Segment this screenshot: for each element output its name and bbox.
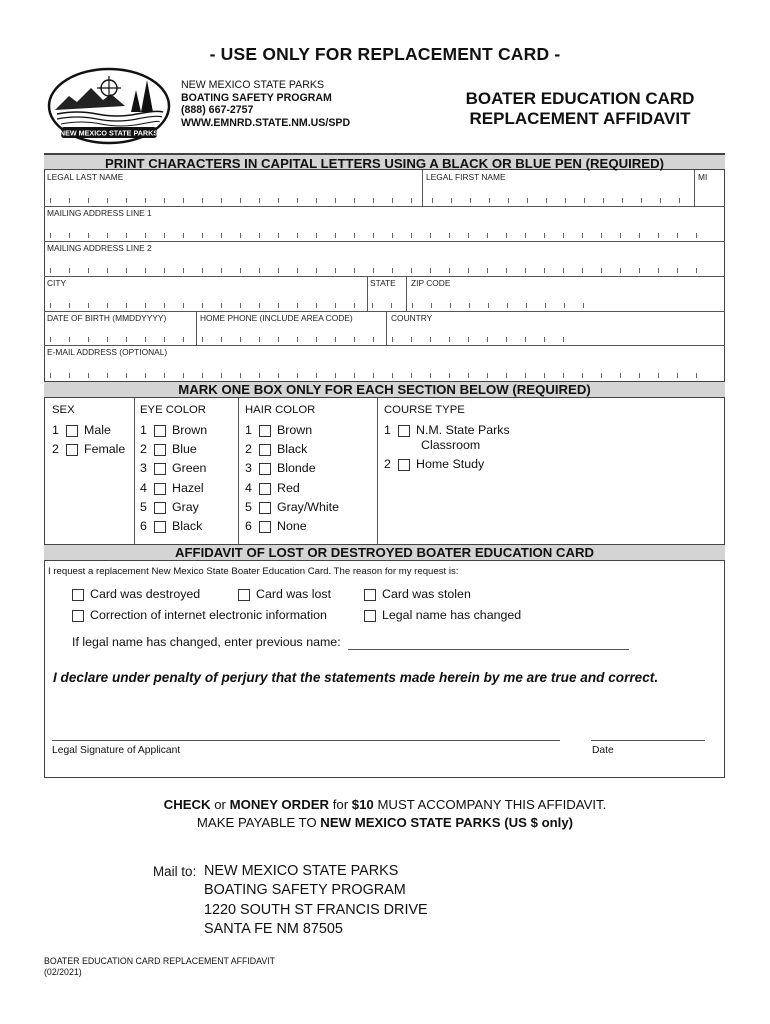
state-label: STATE <box>370 278 396 288</box>
hair-option[interactable]: 4 Red <box>245 481 300 495</box>
checkbox[interactable] <box>72 610 84 622</box>
course-option-classroom[interactable]: 1 N.M. State Parks <box>384 423 510 437</box>
divider <box>134 398 135 544</box>
form-title <box>440 89 720 129</box>
checkbox[interactable] <box>364 610 376 622</box>
email-label: E-MAIL ADDRESS (OPTIONAL) <box>47 347 168 357</box>
reason-stolen[interactable]: Card was stolen <box>364 587 471 601</box>
agency-phone: (888) 667-2757 <box>181 104 254 117</box>
divider <box>386 311 387 345</box>
address2-field[interactable] <box>50 268 715 273</box>
hair-color-label: HAIR COLOR <box>245 404 316 416</box>
mail-line: BOATING SAFETY PROGRAM <box>204 882 406 899</box>
row-divider <box>44 206 725 207</box>
row-divider <box>44 311 725 312</box>
previous-name-field[interactable] <box>348 649 629 650</box>
checkbox[interactable] <box>66 444 78 456</box>
address1-label: MAILING ADDRESS LINE 1 <box>47 208 152 218</box>
eye-option[interactable]: 6 Black <box>140 519 203 533</box>
mi-label: MI <box>698 172 708 182</box>
eye-option[interactable]: 3 Green <box>140 461 207 475</box>
course-type-label: COURSE TYPE <box>384 404 465 416</box>
sex-label: SEX <box>52 404 75 416</box>
section-affidavit-heading: AFFIDAVIT OF LOST OR DESTROYED BOATER EDUCATION CARD <box>44 544 725 561</box>
section-attributes-heading: MARK ONE BOX ONLY FOR EACH SECTION BELOW (REQUIRED) <box>44 381 725 398</box>
affidavit-intro: I request a replacement New Mexico State Boater Education Card. The reason for my request is: <box>48 566 459 577</box>
checkbox[interactable] <box>72 589 84 601</box>
checkbox[interactable] <box>66 425 78 437</box>
checkbox[interactable] <box>259 425 271 437</box>
reason-lost[interactable]: Card was lost <box>238 587 331 601</box>
agency-program: BOATING SAFETY PROGRAM <box>181 91 332 104</box>
divider <box>422 170 423 206</box>
hair-option[interactable]: 6 None <box>245 519 307 533</box>
phone-field[interactable] <box>202 337 384 342</box>
row-divider <box>44 345 725 346</box>
eye-color-label: EYE COLOR <box>140 404 206 416</box>
agency-info <box>181 79 350 129</box>
divider <box>238 398 239 544</box>
divider <box>377 398 378 544</box>
city-label: CITY <box>47 278 67 288</box>
divider <box>367 276 368 311</box>
checkbox[interactable] <box>238 589 250 601</box>
reason-correction[interactable]: Correction of internet electronic information <box>72 608 327 622</box>
hair-option[interactable]: 3 Blonde <box>245 461 316 475</box>
zip-field[interactable] <box>412 303 592 308</box>
address2-label: MAILING ADDRESS LINE 2 <box>47 243 152 253</box>
divider <box>196 311 197 345</box>
course-option-classroom-line2: Classroom <box>421 438 481 452</box>
sex-option-female[interactable]: 2 Female <box>52 442 126 456</box>
reason-destroyed[interactable]: Card was destroyed <box>72 587 200 601</box>
eye-option[interactable]: 5 Gray <box>140 500 199 514</box>
eye-option[interactable]: 4 Hazel <box>140 481 204 495</box>
previous-name-label: If legal name has changed, enter previous name: <box>72 635 341 649</box>
eye-option[interactable]: 1 Brown <box>140 423 208 437</box>
last-name-field[interactable] <box>50 198 420 203</box>
country-label: COUNTRY <box>391 313 433 323</box>
state-field[interactable] <box>372 303 404 308</box>
footer-form-name: BOATER EDUCATION CARD REPLACEMENT AFFIDAVIT <box>44 956 276 966</box>
mail-line: NEW MEXICO STATE PARKS <box>204 863 399 879</box>
address1-field[interactable] <box>50 233 715 238</box>
email-field[interactable] <box>50 373 715 378</box>
section-personal-heading: PRINT CHARACTERS IN CAPITAL LETTERS USING A BLACK OR BLUE PEN (REQUIRED) <box>44 153 725 170</box>
dob-label: DATE OF BIRTH (MMDDYYYY) <box>47 313 167 323</box>
divider <box>694 170 695 206</box>
hair-option[interactable]: 2 Black <box>245 442 308 456</box>
checkbox[interactable] <box>259 483 271 495</box>
signature-field[interactable] <box>52 740 560 741</box>
checkbox[interactable] <box>154 521 166 533</box>
logo-text: NEW MEXICO STATE PARKS <box>59 128 159 138</box>
declaration: I declare under penalty of perjury that the statements made herein by me are true and correct. <box>53 670 659 685</box>
form-title-line1: BOATER EDUCATION CARD <box>465 89 695 108</box>
date-field[interactable] <box>591 740 705 741</box>
zip-label: ZIP CODE <box>411 278 451 288</box>
divider <box>406 276 407 311</box>
agency-name: NEW MEXICO STATE PARKS <box>181 79 325 91</box>
checkbox[interactable] <box>154 444 166 456</box>
hair-option[interactable]: 5 Gray/White <box>245 500 339 514</box>
signature-label: Legal Signature of Applicant <box>52 745 181 756</box>
agency-url: WWW.EMNRD.STATE.NM.US/SPD <box>181 116 351 129</box>
mail-line: SANTA FE NM 87505 <box>204 921 343 938</box>
payable-to: MAKE PAYABLE TO NEW MEXICO STATE PARKS (US $ only) <box>196 815 574 830</box>
footer-revision: (02/2021) <box>44 967 82 977</box>
top-title: - USE ONLY FOR REPLACEMENT CARD - <box>209 44 561 64</box>
city-field[interactable] <box>50 303 365 308</box>
checkbox[interactable] <box>364 589 376 601</box>
checkbox[interactable] <box>259 521 271 533</box>
first-name-label: LEGAL FIRST NAME <box>426 172 506 182</box>
course-option-home-study[interactable]: 2 Home Study <box>384 457 485 471</box>
reason-name-change[interactable]: Legal name has changed <box>364 608 521 622</box>
row-divider <box>44 241 725 242</box>
checkbox[interactable] <box>154 483 166 495</box>
checkbox[interactable] <box>398 425 410 437</box>
eye-option[interactable]: 2 Blue <box>140 442 197 456</box>
checkbox[interactable] <box>259 463 271 475</box>
sex-option-male[interactable]: 1 Male <box>52 423 111 437</box>
first-name-field[interactable] <box>432 198 692 203</box>
checkbox[interactable] <box>154 425 166 437</box>
nm-state-parks-logo <box>47 66 171 146</box>
form-title-line2: REPLACEMENT AFFIDAVIT <box>469 109 691 128</box>
payment-instructions: CHECK or MONEY ORDER for $10 MUST ACCOMPANY THIS AFFIDAVIT. <box>163 797 607 812</box>
checkbox[interactable] <box>259 502 271 514</box>
checkbox[interactable] <box>259 444 271 456</box>
country-field[interactable] <box>392 337 577 342</box>
phone-label: HOME PHONE (INCLUDE AREA CODE) <box>200 313 353 323</box>
checkbox[interactable] <box>398 459 410 471</box>
dob-field[interactable] <box>50 337 195 342</box>
checkbox[interactable] <box>154 502 166 514</box>
mail-address <box>204 862 428 940</box>
checkbox[interactable] <box>154 463 166 475</box>
hair-option[interactable]: 1 Brown <box>245 423 313 437</box>
date-label: Date <box>592 745 614 756</box>
mail-line: 1220 SOUTH ST FRANCIS DRIVE <box>204 901 428 918</box>
row-divider <box>44 276 725 277</box>
mail-to-label: Mail to: <box>153 864 197 879</box>
last-name-label: LEGAL LAST NAME <box>47 172 124 182</box>
